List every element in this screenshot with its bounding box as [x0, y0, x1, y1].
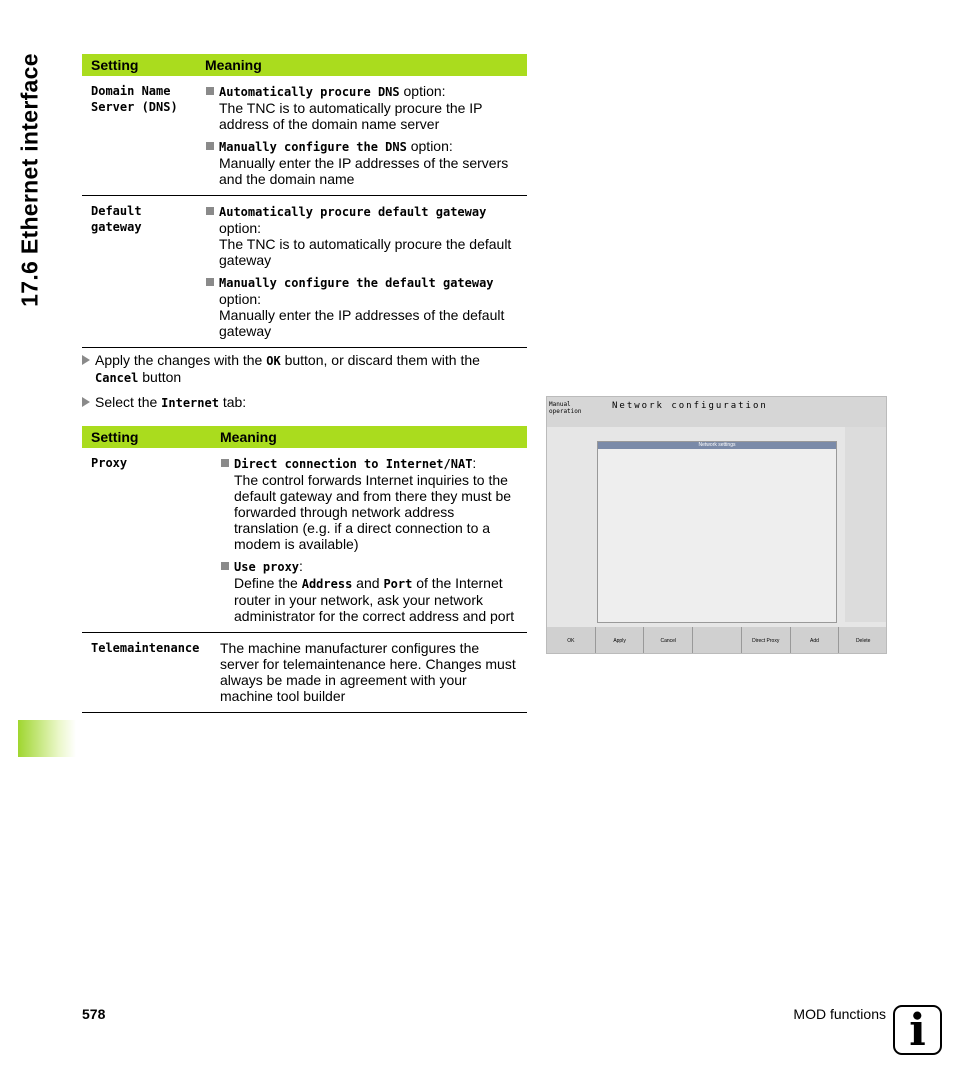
softkey-ok: OK	[547, 627, 596, 654]
screen-title: Network configuration	[607, 397, 887, 427]
instruction-step: Select the Internet tab:	[82, 394, 525, 411]
instruction-step: Apply the changes with the OK button, or discard them with the Cancel button	[82, 352, 525, 386]
page-number: 578	[82, 1006, 106, 1022]
list-item: Automatically procure DNS option: The TNC is to automatically procure the IP address of the domain name server	[205, 83, 518, 132]
settings-table-1	[82, 54, 527, 348]
setting-cell: Domain Name Server (DNS)	[82, 76, 196, 196]
setting-cell: Proxy	[82, 448, 211, 633]
softkey-empty	[693, 627, 742, 654]
footer-section: MOD functions	[793, 1006, 886, 1022]
table-row	[82, 196, 527, 348]
column-header: Meaning	[196, 54, 527, 76]
column-header: Meaning	[211, 426, 527, 448]
list-item: Manually configure the default gateway option: Manually enter the IP addresses of the default gateway	[205, 274, 518, 339]
setting-cell: Default gateway	[82, 196, 196, 348]
list-item: Use proxy: Define the Address and Port of the Internet router in your network, ask your network administrator for the correct address and port	[220, 558, 518, 624]
meaning-cell	[196, 76, 527, 196]
network-settings-dialog	[597, 441, 837, 623]
info-icon: i	[893, 1005, 942, 1055]
setting-cell: Telemaintenance	[82, 633, 211, 713]
softkey-cancel: Cancel	[644, 627, 693, 654]
section-title: 17.6 Ethernet interface	[16, 53, 43, 307]
status-panel	[845, 427, 887, 622]
arrow-icon	[82, 397, 90, 407]
softkey-apply: Apply	[596, 627, 645, 654]
table-row	[82, 76, 527, 196]
list-item: Manually configure the DNS option: Manually enter the IP addresses of the servers and the domain name	[205, 138, 518, 187]
column-header: Setting	[82, 426, 211, 448]
chapter-tab	[18, 720, 76, 757]
tnc-screenshot	[546, 396, 887, 654]
arrow-icon	[82, 355, 90, 365]
softkey-add: Add	[791, 627, 840, 654]
dialog-title: Network settings	[598, 442, 836, 449]
list-item: Direct connection to Internet/NAT: The control forwards Internet inquiries to the default gateway and from there they must be forwarded through network address translation (e.g. if a direct connection to a modem is available)	[220, 455, 518, 552]
table-row	[82, 633, 527, 713]
meaning-cell	[211, 448, 527, 633]
softkey-direct-proxy: Direct Proxy	[742, 627, 791, 654]
softkey-delete: Delete	[839, 627, 887, 654]
softkey-bar	[547, 627, 887, 654]
operating-mode: Manual operation	[547, 397, 607, 427]
meaning-cell: The machine manufacturer configures the server for telemaintenance here. Changes must always be made in agreement with your machine tool builder	[211, 633, 527, 713]
column-header: Setting	[82, 54, 196, 76]
settings-table-2	[82, 426, 527, 713]
meaning-cell	[196, 196, 527, 348]
table-row	[82, 448, 527, 633]
list-item: Automatically procure default gateway option: The TNC is to automatically procure the default gateway	[205, 203, 518, 268]
